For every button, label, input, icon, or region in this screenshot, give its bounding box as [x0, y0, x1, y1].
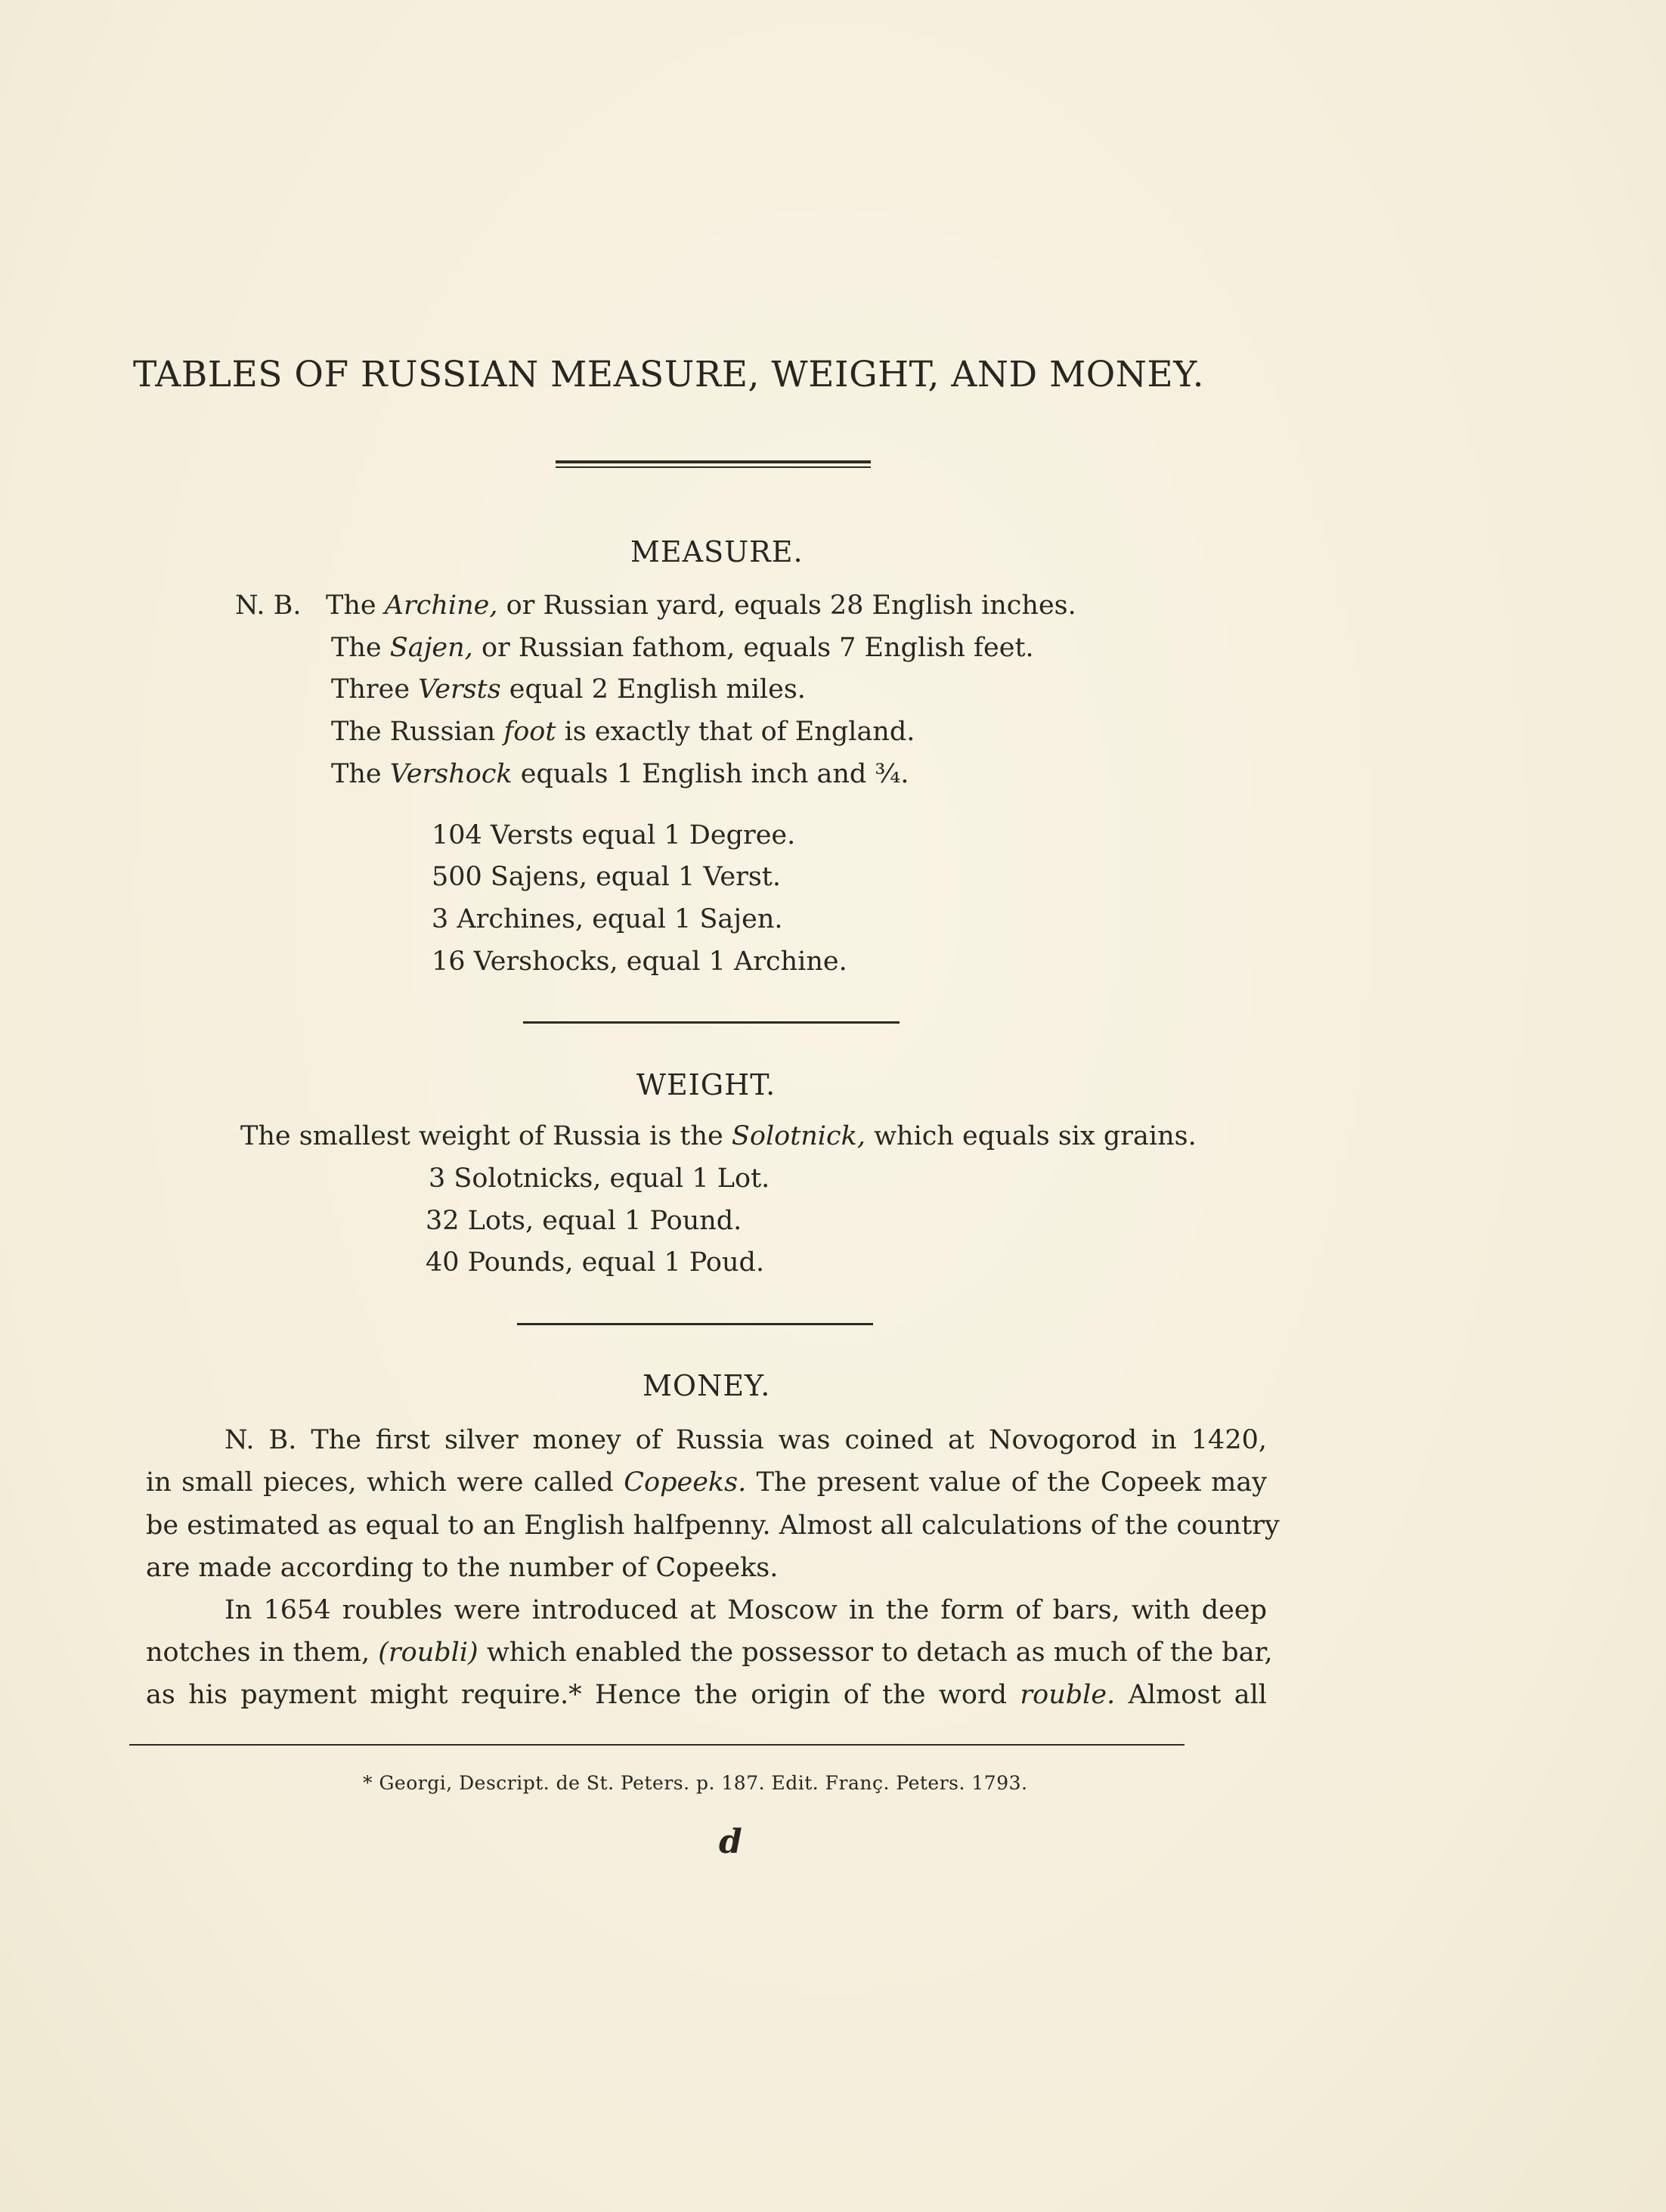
measure-table-row: 16 Vershocks, equal 1 Archine. — [432, 946, 847, 977]
footnote: * Georgi, Descript. de St. Peters. p. 187. Edit. Franç. Peters. 1793. — [363, 1772, 1028, 1794]
measure-note: The Archine, or Russian yard, equals 28 English inches. — [326, 590, 1076, 621]
weight-intro: The smallest weight of Russia is the Solotnick, which equals six grains. — [240, 1121, 1197, 1151]
show-through — [227, 159, 235, 194]
title-double-rule — [556, 460, 871, 471]
measure-heading: MEASURE. — [630, 535, 804, 568]
measure-table-row: 3 Archines, equal 1 Sajen. — [432, 904, 783, 934]
money-paragraph-line: be estimated as equal to an English halfpenny. Almost all calculations of the country — [146, 1510, 1280, 1541]
money-paragraph-line: as his payment might require.* Hence the origin of the word rouble. Almost all — [146, 1680, 1267, 1710]
weight-table-row: 3 Solotnicks, equal 1 Lot. — [429, 1163, 770, 1194]
money-paragraph-line: notches in them, (roubli) which enabled the possessor to detach as much of the bar, — [146, 1637, 1273, 1668]
measure-note: The Vershock equals 1 English inch and ¾. — [331, 759, 909, 789]
money-paragraph-line: In 1654 roubles were introduced at Moscow in the form of bars, with deep — [225, 1595, 1267, 1625]
measure-note: Three Versts equal 2 English miles. — [331, 674, 806, 705]
weight-table-row: 40 Pounds, equal 1 Poud. — [426, 1247, 765, 1278]
weight-table-row: 32 Lots, equal 1 Pound. — [426, 1206, 742, 1236]
signature-mark: d — [719, 1823, 742, 1861]
page-title: TABLES OF RUSSIAN MEASURE, WEIGHT, AND MONEY. — [133, 354, 1205, 395]
measure-note: The Sajen, or Russian fathom, equals 7 English feet. — [331, 633, 1034, 663]
measure-note: The Russian foot is exactly that of England. — [331, 717, 915, 747]
weight-heading: WEIGHT. — [636, 1068, 776, 1101]
money-heading: MONEY. — [643, 1369, 771, 1402]
money-paragraph-line: are made according to the number of Copeeks. — [146, 1553, 779, 1583]
footnote-rule — [129, 1744, 1184, 1746]
money-paragraph-line: N. B. The first silver money of Russia was coined at Novogorod in 1420, — [225, 1425, 1267, 1455]
measure-table-row: 500 Sajens, equal 1 Verst. — [432, 862, 781, 892]
section-divider — [523, 1021, 900, 1024]
money-paragraph-line: in small pieces, which were called Copeeks. The present value of the Copeek may — [146, 1467, 1267, 1498]
measure-nb-label: N. B. — [235, 590, 302, 621]
section-divider — [517, 1323, 873, 1325]
measure-table-row: 104 Versts equal 1 Degree. — [432, 820, 796, 850]
